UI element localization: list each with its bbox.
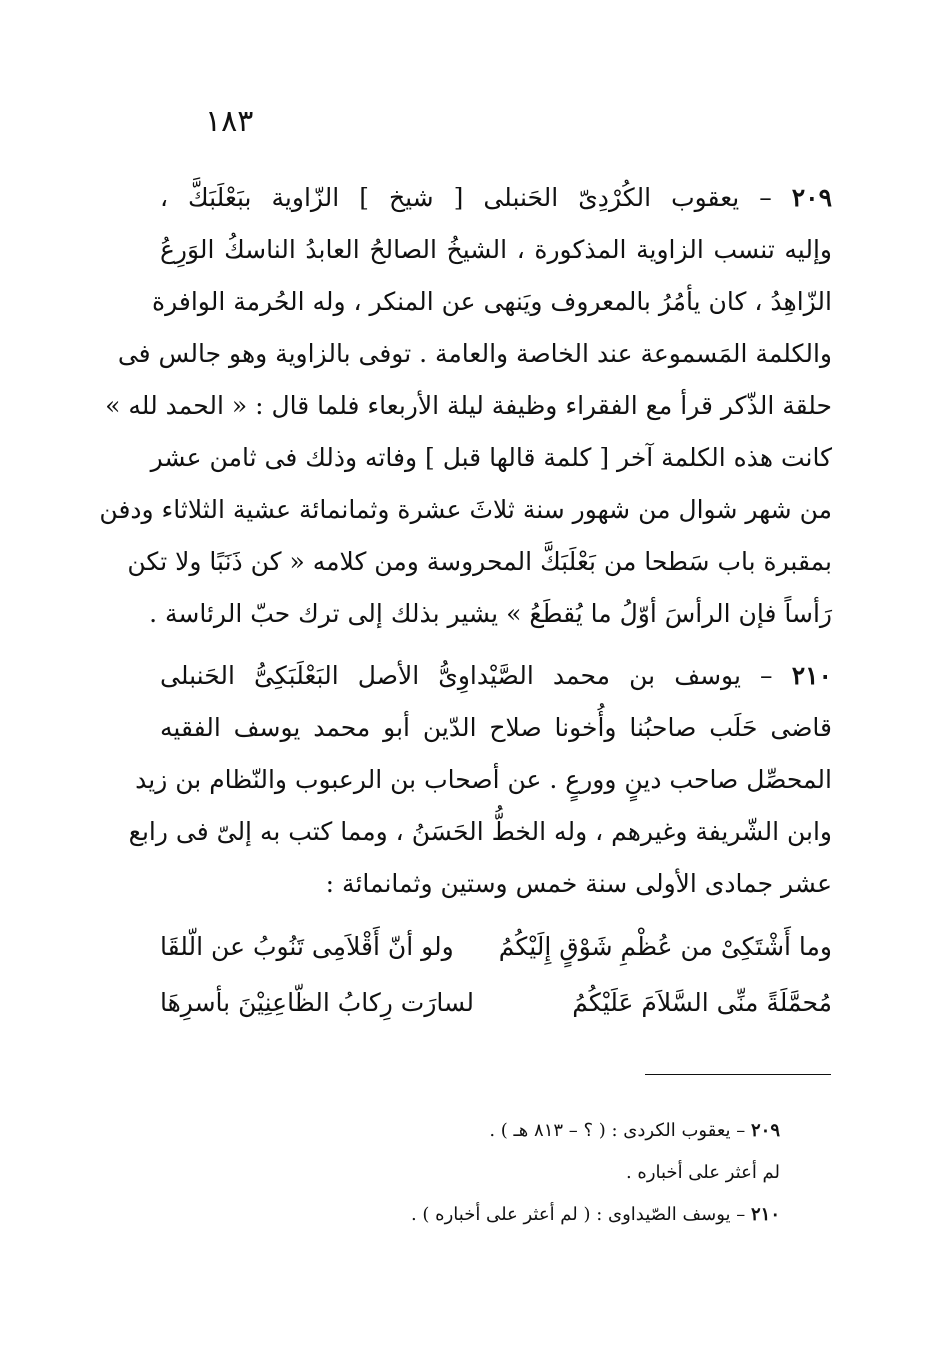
verse-1-first-hemistich: وما أَشْتَكِىْ من عُظْمِ شَوْقٍ إِلَيْكُمُ [498, 931, 832, 961]
footnote-209-detail [300, 1152, 780, 1194]
poem-verse-2 [160, 974, 832, 1030]
entry-209 [99, 172, 833, 640]
verse-2-first-hemistich: مُحمَّلَةً منِّى السَّلاَمَ عَلَيْكُمُ [572, 987, 832, 1017]
entry-210-line-5: عشر جمادى الأولى سنة خمس وستين وثمانمائة : [325, 869, 832, 898]
entry-210-line-3: المحصِّل صاحب دينٍ وورعٍ . عن أصحاب بن الرعبوب والنّظام بن زيد [135, 765, 832, 794]
entry-number: ٢١٠ [791, 661, 832, 690]
footnote-209 [300, 1110, 780, 1152]
footnote-text: لم أعثر على أخباره . [625, 1162, 780, 1183]
entry-209-line-6: كانت هذه الكلمة آخر [ كلمة قالها قبل ] وفاته وذلك فى ثامن عشر [150, 443, 832, 472]
entry-text: – يوسف بن محمد الصَّيْداوِىُّ الأصل البَعْلَبَكِىُّ الحَنبلى [160, 661, 773, 690]
footnote-number: ٢٠٩ [750, 1120, 780, 1141]
entry-209-line-5: حلقة الذّكر قرأ مع الفقراء وظيفة ليلة الأربعاء فلما قال : « الحمد لله » [105, 391, 832, 420]
footnote-210 [300, 1194, 780, 1236]
footnote-separator [645, 1074, 831, 1075]
entry-210 [128, 650, 832, 910]
entry-209-line-4: والكلمة المَسموعة عند الخاصة والعامة . توفى بالزاوية وهو جالس فى [117, 339, 832, 368]
poem [160, 918, 832, 1030]
verse-1-second-hemistich: ولو أنّ أَقْلاَمِى تَنُوبُ عن الّلقَا [160, 931, 454, 961]
entry-number: ٢٠٩ [791, 183, 833, 212]
entry-210-line-4: وابن الشّريفة وغيرهم ، وله الخطُّ الحَسَنُ ، ومما كتب به إلىّ فى رابع [128, 817, 832, 846]
entry-209-line-1 [160, 172, 832, 224]
page-number: ١٨٣ [205, 104, 254, 139]
entry-209-line-2: وإليه تنسب الزاوية المذكورة ، الشيخُ الصالحُ العابدُ الناسكُ الوَرِعُ [160, 235, 832, 264]
poem-verse-1 [160, 918, 832, 974]
biography-text [99, 172, 833, 910]
footnotes [300, 1110, 780, 1236]
entry-210-line-1 [160, 650, 832, 702]
entry-209-line-8: بمقبرة باب سَطحا من بَعْلَبَكَّ المحروسة ومن كلامه « كن ذَنَبًا ولا تكن [127, 547, 832, 576]
entry-209-line-7: من شهر شوال من شهور سنة ثلاثَ عشرة وثمانمائة عشية الثلاثاء ودفن [99, 495, 832, 524]
footnote-text: – يعقوب الكردى : ( ؟ – ٨١٣ هـ ) . [489, 1120, 746, 1141]
entry-text: – يعقوب الكُرْدِىّ الحَنبلى [ شيخ ] الزّاوية ببَعْلَبَكَّ ، [160, 183, 772, 212]
entry-209-line-9: رَأساً فإن الرأسَ أوّلُ ما يُقطَعُ » يشير بذلك إلى ترك حبّ الرئاسة . [149, 599, 832, 628]
entry-209-line-3: الزّاهِدُ ، كان يأمُرُ بالمعروف ويَنهى عن المنكر ، وله الحُرمة الوافرة [152, 287, 832, 316]
footnote-text: – يوسف الصّيداوى : ( لم أعثر على أخباره ) . [410, 1204, 746, 1225]
verse-2-second-hemistich: لسارَت رِكابُ الظّاعِنِيْنَ بأسرِهَا [160, 987, 474, 1017]
footnote-number: ٢١٠ [750, 1204, 780, 1225]
entry-210-line-2: قاضى حَلَب صاحبُنا وأُخونا صلاح الدّين أبو محمد يوسف الفقيه [160, 713, 832, 742]
